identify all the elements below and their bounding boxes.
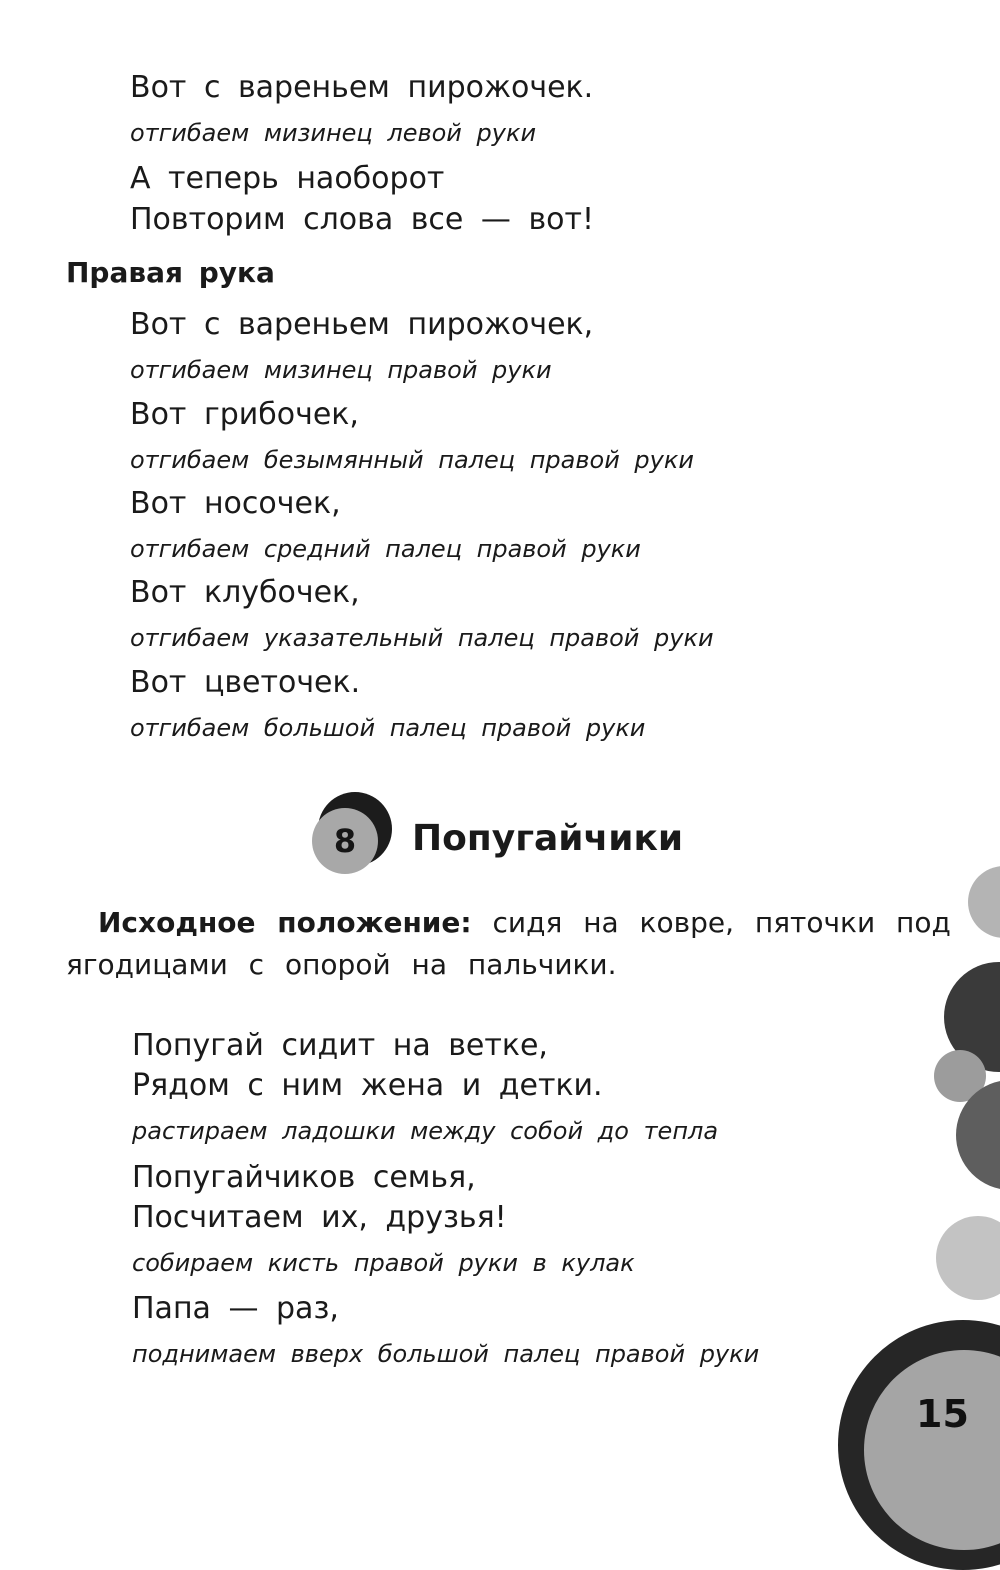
verse-line: Вот цветочек.: [130, 665, 361, 700]
verse-line: Попугайчиков семья,: [132, 1160, 476, 1195]
verse-line: Вот с вареньем пирожочек.: [130, 70, 594, 105]
verse-line: Вот с вареньем пирожочек,: [130, 307, 594, 342]
instruction-line: отгибаем большой палец правой руки: [130, 714, 646, 742]
instruction-line: отгибаем мизинец левой руки: [130, 119, 537, 147]
verse-line: Повторим слова все — вот!: [130, 202, 594, 237]
exercise-title: Попугайчики: [412, 818, 684, 859]
exercise-number: 8: [333, 822, 357, 860]
instruction-line: отгибаем указательный палец правой руки: [130, 624, 714, 652]
start-position-text: сидя на ковре, пяточки под: [492, 906, 951, 939]
verse-line: Рядом с ним жена и детки.: [132, 1068, 603, 1103]
instruction-line: поднимаем вверх большой палец правой руки: [132, 1340, 760, 1368]
verse-line: Посчитаем их, друзья!: [132, 1200, 507, 1235]
instruction-line: отгибаем безымянный палец правой руки: [130, 446, 694, 474]
decor-circle: [936, 1216, 1000, 1300]
start-position-line-2: ягодицами с опорой на пальчики.: [66, 948, 617, 981]
verse-line: Попугай сидит на ветке,: [132, 1028, 548, 1063]
instruction-line: отгибаем мизинец правой руки: [130, 356, 552, 384]
verse-line: Папа — раз,: [132, 1291, 339, 1326]
start-position-line-1: [98, 906, 951, 939]
verse-line: Вот грибочек,: [130, 397, 359, 432]
instruction-line: собираем кисть правой руки в кулак: [132, 1249, 635, 1277]
start-position-label: Исходное положение:: [98, 906, 472, 939]
verse-line: Вот носочек,: [130, 486, 341, 521]
instruction-line: растираем ладошки между собой до тепла: [132, 1117, 719, 1145]
page-number: 15: [916, 1392, 969, 1436]
section-heading: Правая рука: [66, 256, 275, 289]
verse-line: Вот клубочек,: [130, 575, 360, 610]
verse-line: А теперь наоборот: [130, 161, 445, 196]
decor-circle: [968, 866, 1000, 938]
number-badge: [312, 808, 378, 874]
instruction-line: отгибаем средний палец правой руки: [130, 535, 641, 563]
